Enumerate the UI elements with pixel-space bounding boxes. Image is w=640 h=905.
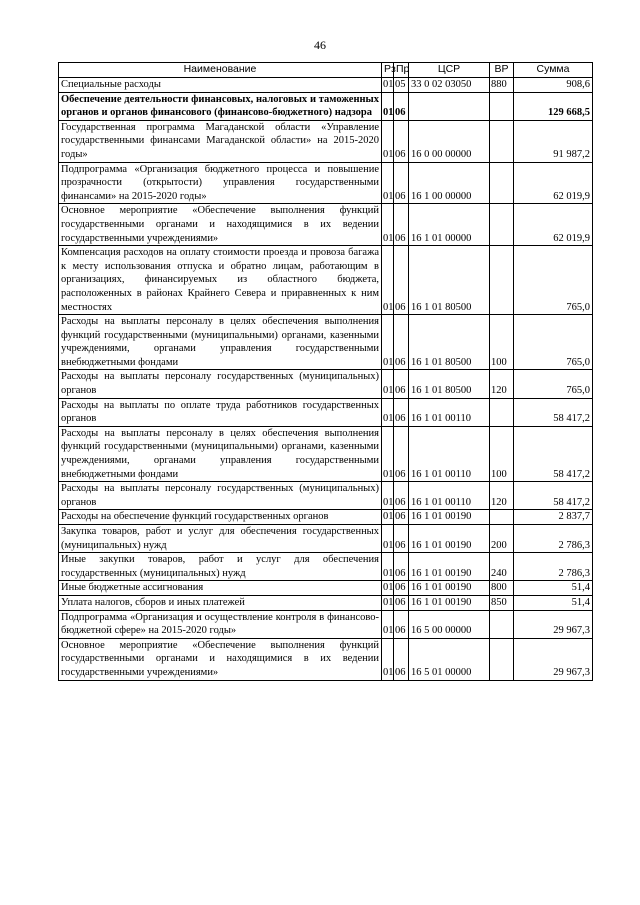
page-number: 46 (314, 38, 326, 52)
row-csr-cell: 16 1 01 00190 (409, 581, 490, 596)
table-row (59, 315, 593, 370)
row-vr-cell: 100 (490, 315, 514, 370)
row-sum-cell: 2 786,3 (514, 525, 593, 553)
row-pr-cell: 06 (394, 398, 409, 426)
row-sum-cell: 58 417,2 (514, 482, 593, 510)
row-pr-cell: 06 (394, 204, 409, 246)
row-vr-cell: 880 (490, 78, 514, 93)
row-csr-cell: 16 1 01 80500 (409, 370, 490, 398)
table-row (59, 78, 593, 93)
row-name-cell: Подпрограмма «Организация и осуществление контроля в финансово-бюджетной сфере» на 2015-2020 годы» (59, 610, 382, 638)
row-rz-cell: 01 (382, 246, 394, 315)
row-csr-cell: 16 5 01 00000 (409, 638, 490, 680)
row-csr-cell: 16 1 00 00000 (409, 162, 490, 204)
row-rz-cell: 01 (382, 426, 394, 481)
row-rz-cell: 01 (382, 120, 394, 162)
row-rz-cell: 01 (382, 162, 394, 204)
row-name-cell: Обеспечение деятельности финансовых, налоговых и таможенных органов и органов финансового (финансово-бюджетного) надзора (59, 92, 382, 120)
table-row (59, 581, 593, 596)
row-rz-cell: 01 (382, 315, 394, 370)
row-vr-cell (490, 92, 514, 120)
row-sum-cell: 51,4 (514, 595, 593, 610)
table-body (59, 78, 593, 681)
row-vr-cell (490, 398, 514, 426)
row-name-cell: Основное мероприятие «Обеспечение выполнения функций государственными органами и находящимися в их ведении государственными учреждениями» (59, 638, 382, 680)
row-csr-cell: 16 1 01 00110 (409, 426, 490, 481)
row-csr-cell: 16 1 01 00190 (409, 595, 490, 610)
row-pr-cell: 06 (394, 510, 409, 525)
row-sum-cell: 2 837,7 (514, 510, 593, 525)
header-csr: ЦСР (409, 63, 490, 78)
row-pr-cell: 06 (394, 595, 409, 610)
row-rz-cell: 01 (382, 553, 394, 581)
row-pr-cell: 06 (394, 426, 409, 481)
row-sum-cell: 765,0 (514, 370, 593, 398)
row-sum-cell: 765,0 (514, 315, 593, 370)
row-pr-cell: 06 (394, 638, 409, 680)
table-row (59, 370, 593, 398)
row-name-cell: Основное мероприятие «Обеспечение выполнения функций государственными органами и находящимися в их ведении государственными учреждениями» (59, 204, 382, 246)
row-csr-cell: 16 0 00 00000 (409, 120, 490, 162)
table-row (59, 398, 593, 426)
table-row (59, 162, 593, 204)
table-row (59, 610, 593, 638)
row-pr-cell: 06 (394, 92, 409, 120)
row-name-cell: Расходы на обеспечение функций государственных органов (59, 510, 382, 525)
row-csr-cell: 33 0 02 03050 (409, 78, 490, 93)
row-csr-cell: 16 1 01 00190 (409, 525, 490, 553)
row-pr-cell: 06 (394, 162, 409, 204)
row-pr-cell: 06 (394, 553, 409, 581)
row-pr-cell: 06 (394, 315, 409, 370)
row-rz-cell: 01 (382, 78, 394, 93)
row-csr-cell (409, 92, 490, 120)
row-rz-cell: 01 (382, 510, 394, 525)
row-vr-cell: 800 (490, 581, 514, 596)
row-name-cell: Расходы на выплаты по оплате труда работников государственных органов (59, 398, 382, 426)
row-rz-cell: 01 (382, 370, 394, 398)
table-row (59, 120, 593, 162)
row-vr-cell: 120 (490, 482, 514, 510)
row-rz-cell: 01 (382, 525, 394, 553)
row-pr-cell: 06 (394, 370, 409, 398)
row-sum-cell: 29 967,3 (514, 638, 593, 680)
row-pr-cell: 06 (394, 482, 409, 510)
row-rz-cell: 01 (382, 482, 394, 510)
row-name-cell: Иные закупки товаров, работ и услуг для обеспечения государственных (муниципальных) нужд (59, 553, 382, 581)
row-name-cell: Подпрограмма «Организация бюджетного процесса и повышение прозрачности (открытости) управления государственными финансами» на 2015-2020 годы» (59, 162, 382, 204)
table-header (59, 63, 593, 78)
header-name: Наименование (59, 63, 382, 78)
table-row (59, 638, 593, 680)
row-sum-cell: 2 786,3 (514, 553, 593, 581)
row-csr-cell: 16 1 01 00190 (409, 553, 490, 581)
header-rz: Рз (382, 63, 394, 78)
header-pr: Пр (394, 63, 409, 78)
row-vr-cell (490, 638, 514, 680)
row-csr-cell: 16 1 01 00110 (409, 482, 490, 510)
header-sum: Сумма (514, 63, 593, 78)
row-name-cell: Расходы на выплаты персоналу в целях обеспечения выполнения функций государственными (муниципальными) органами, казенными учреждениями, органами управления государственными внебюджетными фондами (59, 426, 382, 481)
row-pr-cell: 06 (394, 610, 409, 638)
row-pr-cell: 06 (394, 246, 409, 315)
row-rz-cell: 01 (382, 204, 394, 246)
row-sum-cell: 91 987,2 (514, 120, 593, 162)
row-vr-cell: 850 (490, 595, 514, 610)
row-pr-cell: 06 (394, 120, 409, 162)
row-csr-cell: 16 1 01 00190 (409, 510, 490, 525)
row-vr-cell: 100 (490, 426, 514, 481)
table-row (59, 92, 593, 120)
row-name-cell: Специальные расходы (59, 78, 382, 93)
row-vr-cell: 120 (490, 370, 514, 398)
row-vr-cell: 240 (490, 553, 514, 581)
budget-table (58, 62, 593, 681)
row-sum-cell: 62 019,9 (514, 204, 593, 246)
row-sum-cell: 58 417,2 (514, 426, 593, 481)
row-rz-cell: 01 (382, 398, 394, 426)
row-pr-cell: 06 (394, 581, 409, 596)
row-rz-cell: 01 (382, 610, 394, 638)
row-vr-cell (490, 510, 514, 525)
row-name-cell: Расходы на выплаты персоналу государственных (муниципальных) органов (59, 482, 382, 510)
table-row (59, 482, 593, 510)
row-name-cell: Закупка товаров, работ и услуг для обеспечения государственных (муниципальных) нужд (59, 525, 382, 553)
row-pr-cell: 06 (394, 525, 409, 553)
row-rz-cell: 01 (382, 638, 394, 680)
table-row (59, 525, 593, 553)
row-name-cell: Компенсация расходов на оплату стоимости проезда и провоза багажа к месту использования отпуска и обратно лицам, работающим в организациях, финансируемых из областного бюджета, расположенных в районах Крайнего Севера и приравненных к ним местностях (59, 246, 382, 315)
row-vr-cell: 200 (490, 525, 514, 553)
row-rz-cell: 01 (382, 92, 394, 120)
row-csr-cell: 16 1 01 00000 (409, 204, 490, 246)
row-vr-cell (490, 162, 514, 204)
table-row (59, 426, 593, 481)
row-vr-cell (490, 246, 514, 315)
row-name-cell: Уплата налогов, сборов и иных платежей (59, 595, 382, 610)
table-row (59, 246, 593, 315)
table-row (59, 595, 593, 610)
row-pr-cell: 05 (394, 78, 409, 93)
row-csr-cell: 16 5 00 00000 (409, 610, 490, 638)
row-vr-cell (490, 610, 514, 638)
row-csr-cell: 16 1 01 00110 (409, 398, 490, 426)
row-sum-cell: 908,6 (514, 78, 593, 93)
row-sum-cell: 62 019,9 (514, 162, 593, 204)
row-sum-cell: 129 668,5 (514, 92, 593, 120)
row-csr-cell: 16 1 01 80500 (409, 315, 490, 370)
row-name-cell: Расходы на выплаты персоналу государственных (муниципальных) органов (59, 370, 382, 398)
row-sum-cell: 58 417,2 (514, 398, 593, 426)
table-row (59, 553, 593, 581)
row-name-cell: Государственная программа Магаданской области «Управление государственными финансами Магаданской области» на 2015-2020 годы» (59, 120, 382, 162)
row-vr-cell (490, 204, 514, 246)
row-name-cell: Иные бюджетные ассигнования (59, 581, 382, 596)
row-sum-cell: 51,4 (514, 581, 593, 596)
row-vr-cell (490, 120, 514, 162)
table-row (59, 510, 593, 525)
row-rz-cell: 01 (382, 595, 394, 610)
table-row (59, 204, 593, 246)
row-csr-cell: 16 1 01 80500 (409, 246, 490, 315)
row-name-cell: Расходы на выплаты персоналу в целях обеспечения выполнения функций государственными (муниципальными) органами, казенными учреждениями, органами управления государственными внебюджетными фондами (59, 315, 382, 370)
header-vr: ВР (490, 63, 514, 78)
row-sum-cell: 29 967,3 (514, 610, 593, 638)
row-rz-cell: 01 (382, 581, 394, 596)
row-sum-cell: 765,0 (514, 246, 593, 315)
